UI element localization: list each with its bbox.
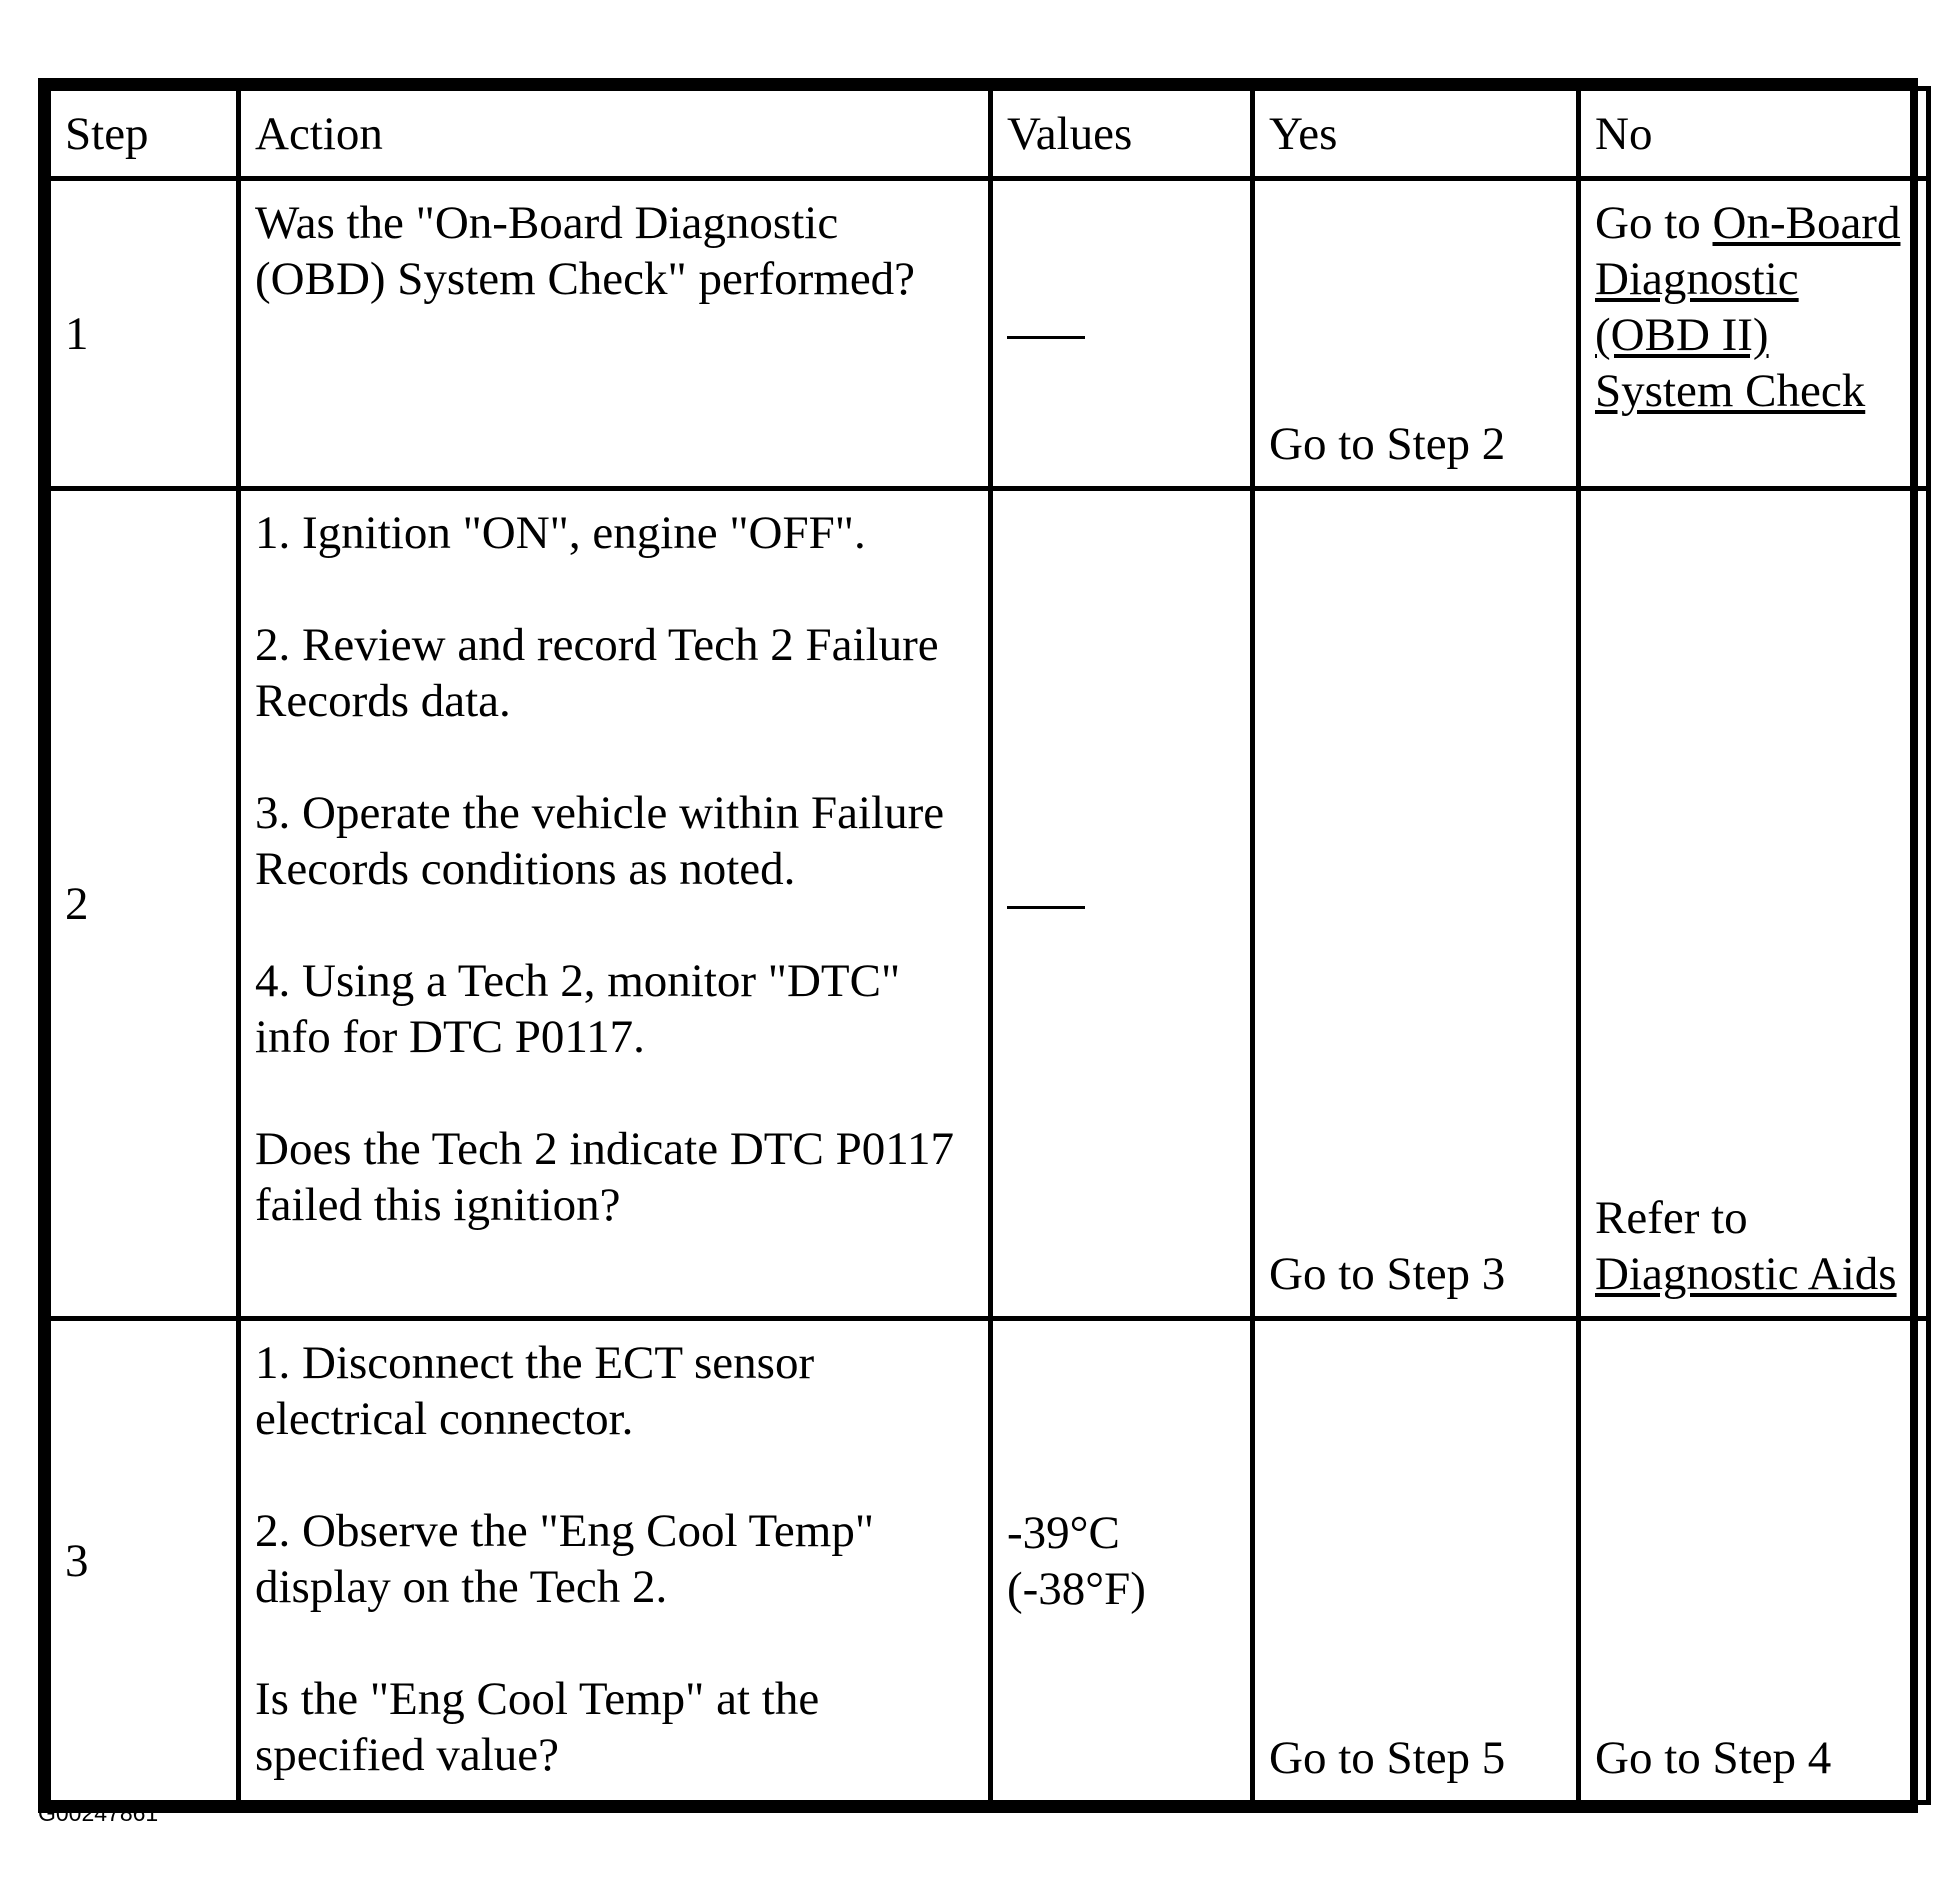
header-yes: Yes bbox=[1253, 89, 1579, 179]
no-value-dash bbox=[1007, 906, 1085, 909]
obd-system-check-link[interactable]: On-Board Diagnostic (OBD II) System Check bbox=[1595, 197, 1901, 417]
action-cell bbox=[239, 489, 991, 1319]
no-cell bbox=[1579, 179, 1929, 489]
header-step: Step bbox=[49, 89, 239, 179]
no-cell bbox=[1579, 489, 1929, 1319]
header-no: No bbox=[1579, 89, 1929, 179]
action-cell bbox=[239, 1319, 991, 1803]
action-text: 1. Ignition "ON", engine "OFF". bbox=[255, 507, 866, 559]
diagnostic-aids-link[interactable]: Diagnostic Aids bbox=[1595, 1248, 1897, 1300]
step-number: 2 bbox=[49, 489, 239, 1319]
header-action: Action bbox=[239, 89, 991, 179]
action-question: Is the "Eng Cool Temp" at the specified value? bbox=[255, 1673, 820, 1781]
action-cell bbox=[239, 179, 991, 489]
yes-cell: Go to Step 3 bbox=[1253, 489, 1579, 1319]
values-cell bbox=[991, 179, 1253, 489]
values-cell: -39°C (-38°F) bbox=[991, 1319, 1253, 1803]
action-text: 2. Observe the "Eng Cool Temp" display on the Tech 2. bbox=[255, 1505, 875, 1613]
header-values: Values bbox=[991, 89, 1253, 179]
no-value-dash bbox=[1007, 336, 1085, 339]
action-text: 2. Review and record Tech 2 Failure Records data. bbox=[255, 619, 939, 727]
step-number: 3 bbox=[49, 1319, 239, 1803]
yes-cell: Go to Step 2 bbox=[1253, 179, 1579, 489]
diagnostic-table bbox=[46, 86, 1931, 1805]
table-row-step-2 bbox=[49, 489, 1929, 1319]
action-text: Was the "On-Board Diagnostic (OBD) System Check" performed? bbox=[255, 197, 916, 305]
no-cell: Go to Step 4 bbox=[1579, 1319, 1929, 1803]
action-question: Does the Tech 2 indicate DTC P0117 failed this ignition? bbox=[255, 1123, 954, 1231]
no-prefix: Refer to bbox=[1595, 1192, 1748, 1244]
diagnostic-table-frame bbox=[38, 78, 1918, 1813]
action-text: 1. Disconnect the ECT sensor electrical connector. bbox=[255, 1337, 815, 1445]
table-row-step-3 bbox=[49, 1319, 1929, 1803]
table-header-row bbox=[49, 89, 1929, 179]
values-cell bbox=[991, 489, 1253, 1319]
no-prefix: Go to bbox=[1595, 197, 1713, 249]
image-id-label: G00247861 bbox=[38, 1800, 159, 1826]
action-text: 4. Using a Tech 2, monitor "DTC" info for DTC P0117. bbox=[255, 955, 901, 1063]
action-text: 3. Operate the vehicle within Failure Records conditions as noted. bbox=[255, 787, 945, 895]
step-number: 1 bbox=[49, 179, 239, 489]
table-row-step-1 bbox=[49, 179, 1929, 489]
yes-cell: Go to Step 5 bbox=[1253, 1319, 1579, 1803]
